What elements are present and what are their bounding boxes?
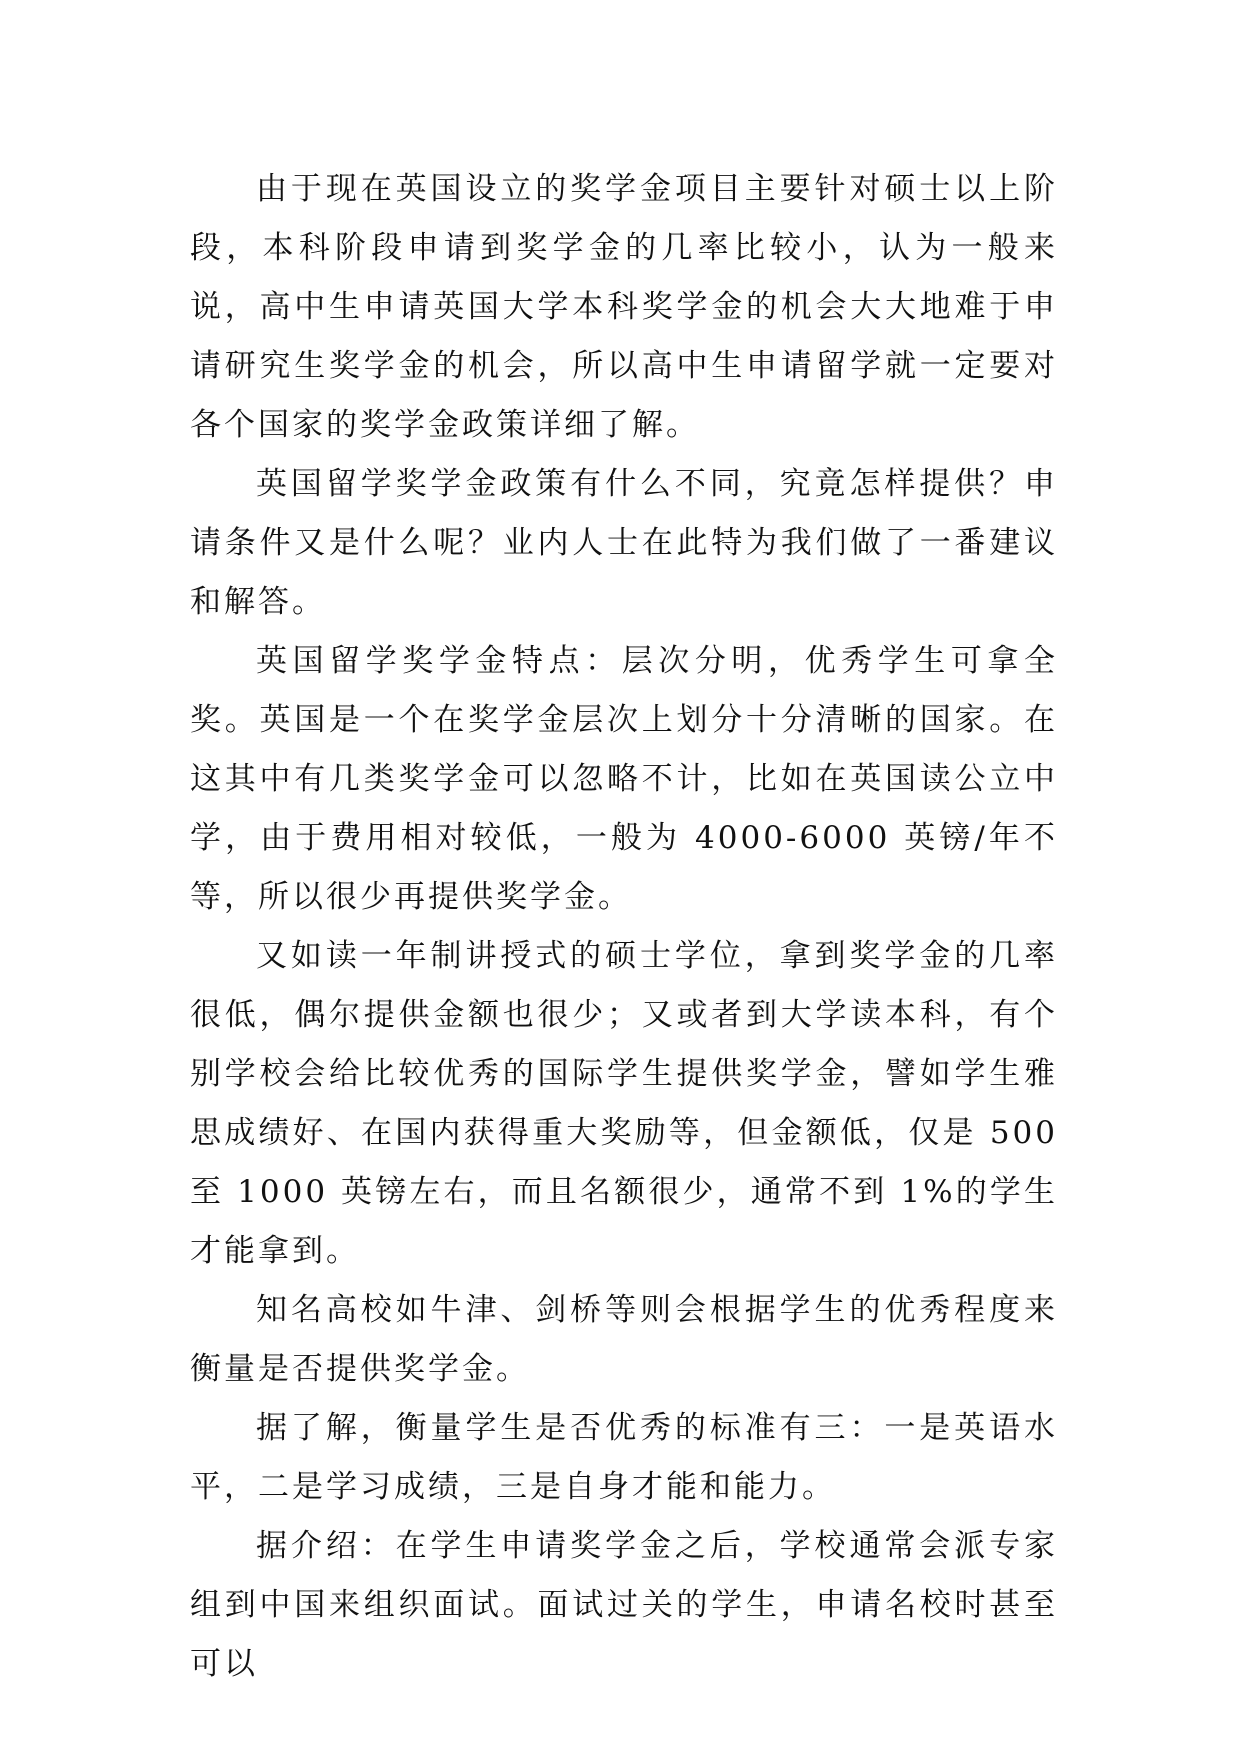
document-body xyxy=(190,160,1058,1694)
paragraph-2: 英国留学奖学金政策有什么不同，究竟怎样提供？申请条件又是什么呢？业内人士在此特为我们做了一番建议和解答。 xyxy=(190,466,1058,620)
paragraph-7: 据介绍：在学生申请奖学金之后，学校通常会派专家组到中国来组织面试。面试过关的学生，申请名校时甚至可以 xyxy=(190,1528,1058,1682)
paragraph-6: 据了解，衡量学生是否优秀的标准有三：一是英语水平，二是学习成绩，三是自身才能和能力。 xyxy=(190,1410,1058,1505)
paragraph-5: 知名高校如牛津、剑桥等则会根据学生的优秀程度来衡量是否提供奖学金。 xyxy=(190,1292,1058,1387)
paragraph-1: 由于现在英国设立的奖学金项目主要针对硕士以上阶段，本科阶段申请到奖学金的几率比较小，认为一般来说，高中生申请英国大学本科奖学金的机会大大地难于申请研究生奖学金的机会，所以高中生申请留学就一定要对各个国家的奖学金政策详细了解。 xyxy=(190,171,1058,443)
paragraph-3: 英国留学奖学金特点：层次分明，优秀学生可拿全奖。英国是一个在奖学金层次上划分十分清晰的国家。在这其中有几类奖学金可以忽略不计，比如在英国读公立中学，由于费用相对较低，一般为 4000-6000 英镑/年不等，所以很少再提供奖学金。 xyxy=(190,643,1058,915)
paragraph-4: 又如读一年制讲授式的硕士学位，拿到奖学金的几率很低，偶尔提供金额也很少；又或者到大学读本科，有个别学校会给比较优秀的国际学生提供奖学金，譬如学生雅思成绩好、在国内获得重大奖励等，但金额低，仅是 500 至 1000 英镑左右，而且名额很少，通常不到 1%的学生才能拿到。 xyxy=(190,938,1058,1269)
